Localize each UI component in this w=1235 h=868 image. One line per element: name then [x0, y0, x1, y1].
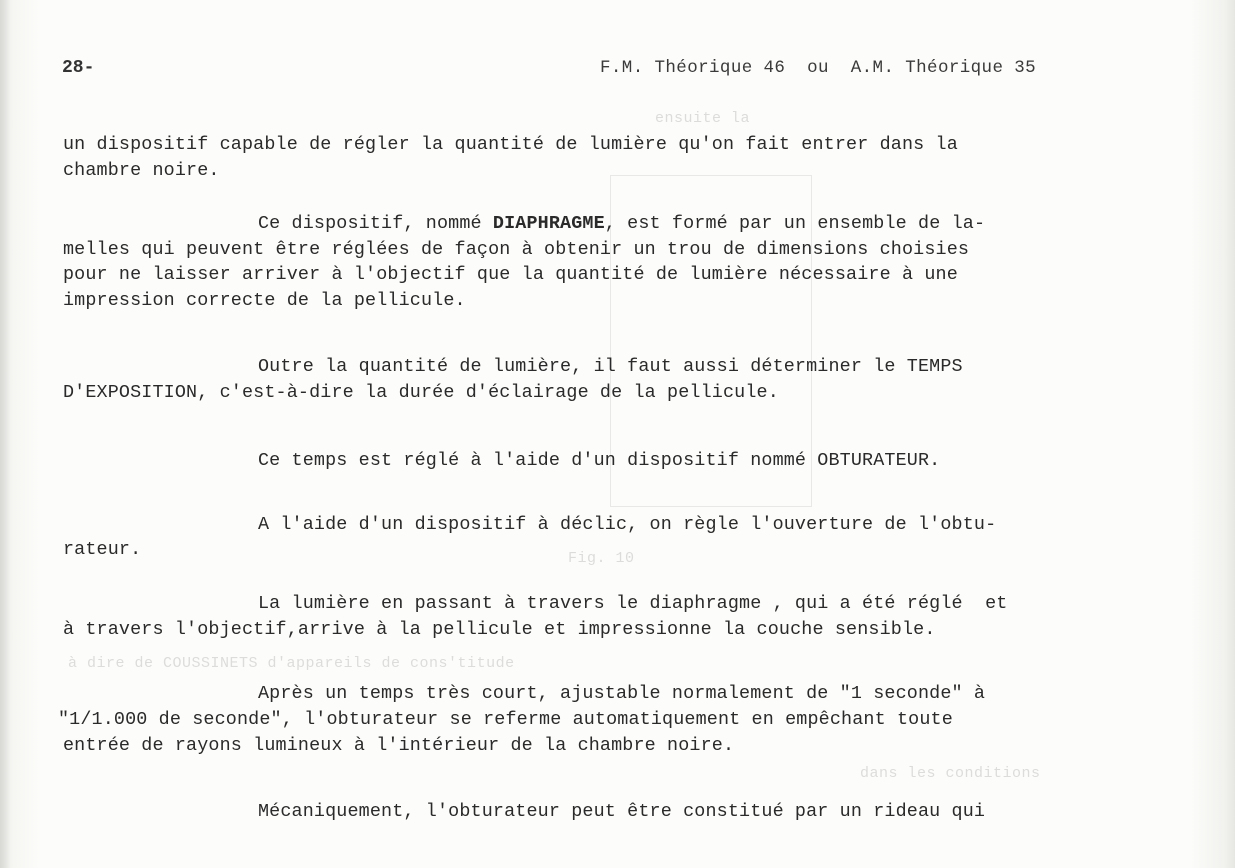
text-line: à travers l'objectif,arrive à la pellicule et impressionne la couche sensible. [63, 619, 936, 640]
text-line: Ce dispositif, nommé DIAPHRAGME, est formé par un ensemble de la- [258, 213, 986, 234]
bleed-through-text: à dire de COUSSINETS d'appareils de cons'titude [68, 655, 515, 672]
text-line: Après un temps très court, ajustable normalement de "1 seconde" à [258, 683, 986, 704]
text-line: chambre noire. [63, 160, 220, 181]
bleed-through-text: dans les conditions [860, 765, 1041, 782]
text-line: La lumière en passant à travers le diaphragme , qui a été réglé et [258, 593, 1008, 614]
page-edge-shadow [0, 0, 10, 868]
text-line: "1/1.000 de seconde", l'obturateur se referme automatiquement en empêchant toute [58, 709, 953, 730]
text-line: pour ne laisser arriver à l'objectif que la quantité de lumière nécessaire à une [63, 264, 958, 285]
emphasized-term: DIAPHRAGME [492, 213, 605, 234]
text-line: un dispositif capable de régler la quantité de lumière qu'on fait entrer dans la [63, 134, 958, 155]
text-line: A l'aide d'un dispositif à déclic, on règle l'ouverture de l'obtu- [258, 514, 997, 535]
text-line: D'EXPOSITION, c'est-à-dire la durée d'éclairage de la pellicule. [63, 382, 779, 403]
text-line: entrée de rayons lumineux à l'intérieur de la chambre noire. [63, 735, 735, 756]
text-line: Outre la quantité de lumière, il faut aussi déterminer le TEMPS [258, 356, 963, 377]
text-line: rateur. [63, 539, 142, 560]
text-line: Mécaniquement, l'obturateur peut être constitué par un rideau qui [258, 801, 986, 822]
bleed-through-text: Fig. 10 [568, 550, 635, 567]
text-line: Ce temps est réglé à l'aide d'un dispositif nommé OBTURATEUR. [258, 450, 941, 471]
text-line: impression correcte de la pellicule. [63, 290, 466, 311]
page-header-title: F.M. Théorique 46 ou A.M. Théorique 35 [600, 58, 1037, 78]
bleed-through-text: ensuite la [655, 110, 751, 127]
page-number: 28- [62, 58, 95, 78]
text-line: melles qui peuvent être réglées de façon à obtenir un trou de dimensions choisies [63, 239, 970, 260]
